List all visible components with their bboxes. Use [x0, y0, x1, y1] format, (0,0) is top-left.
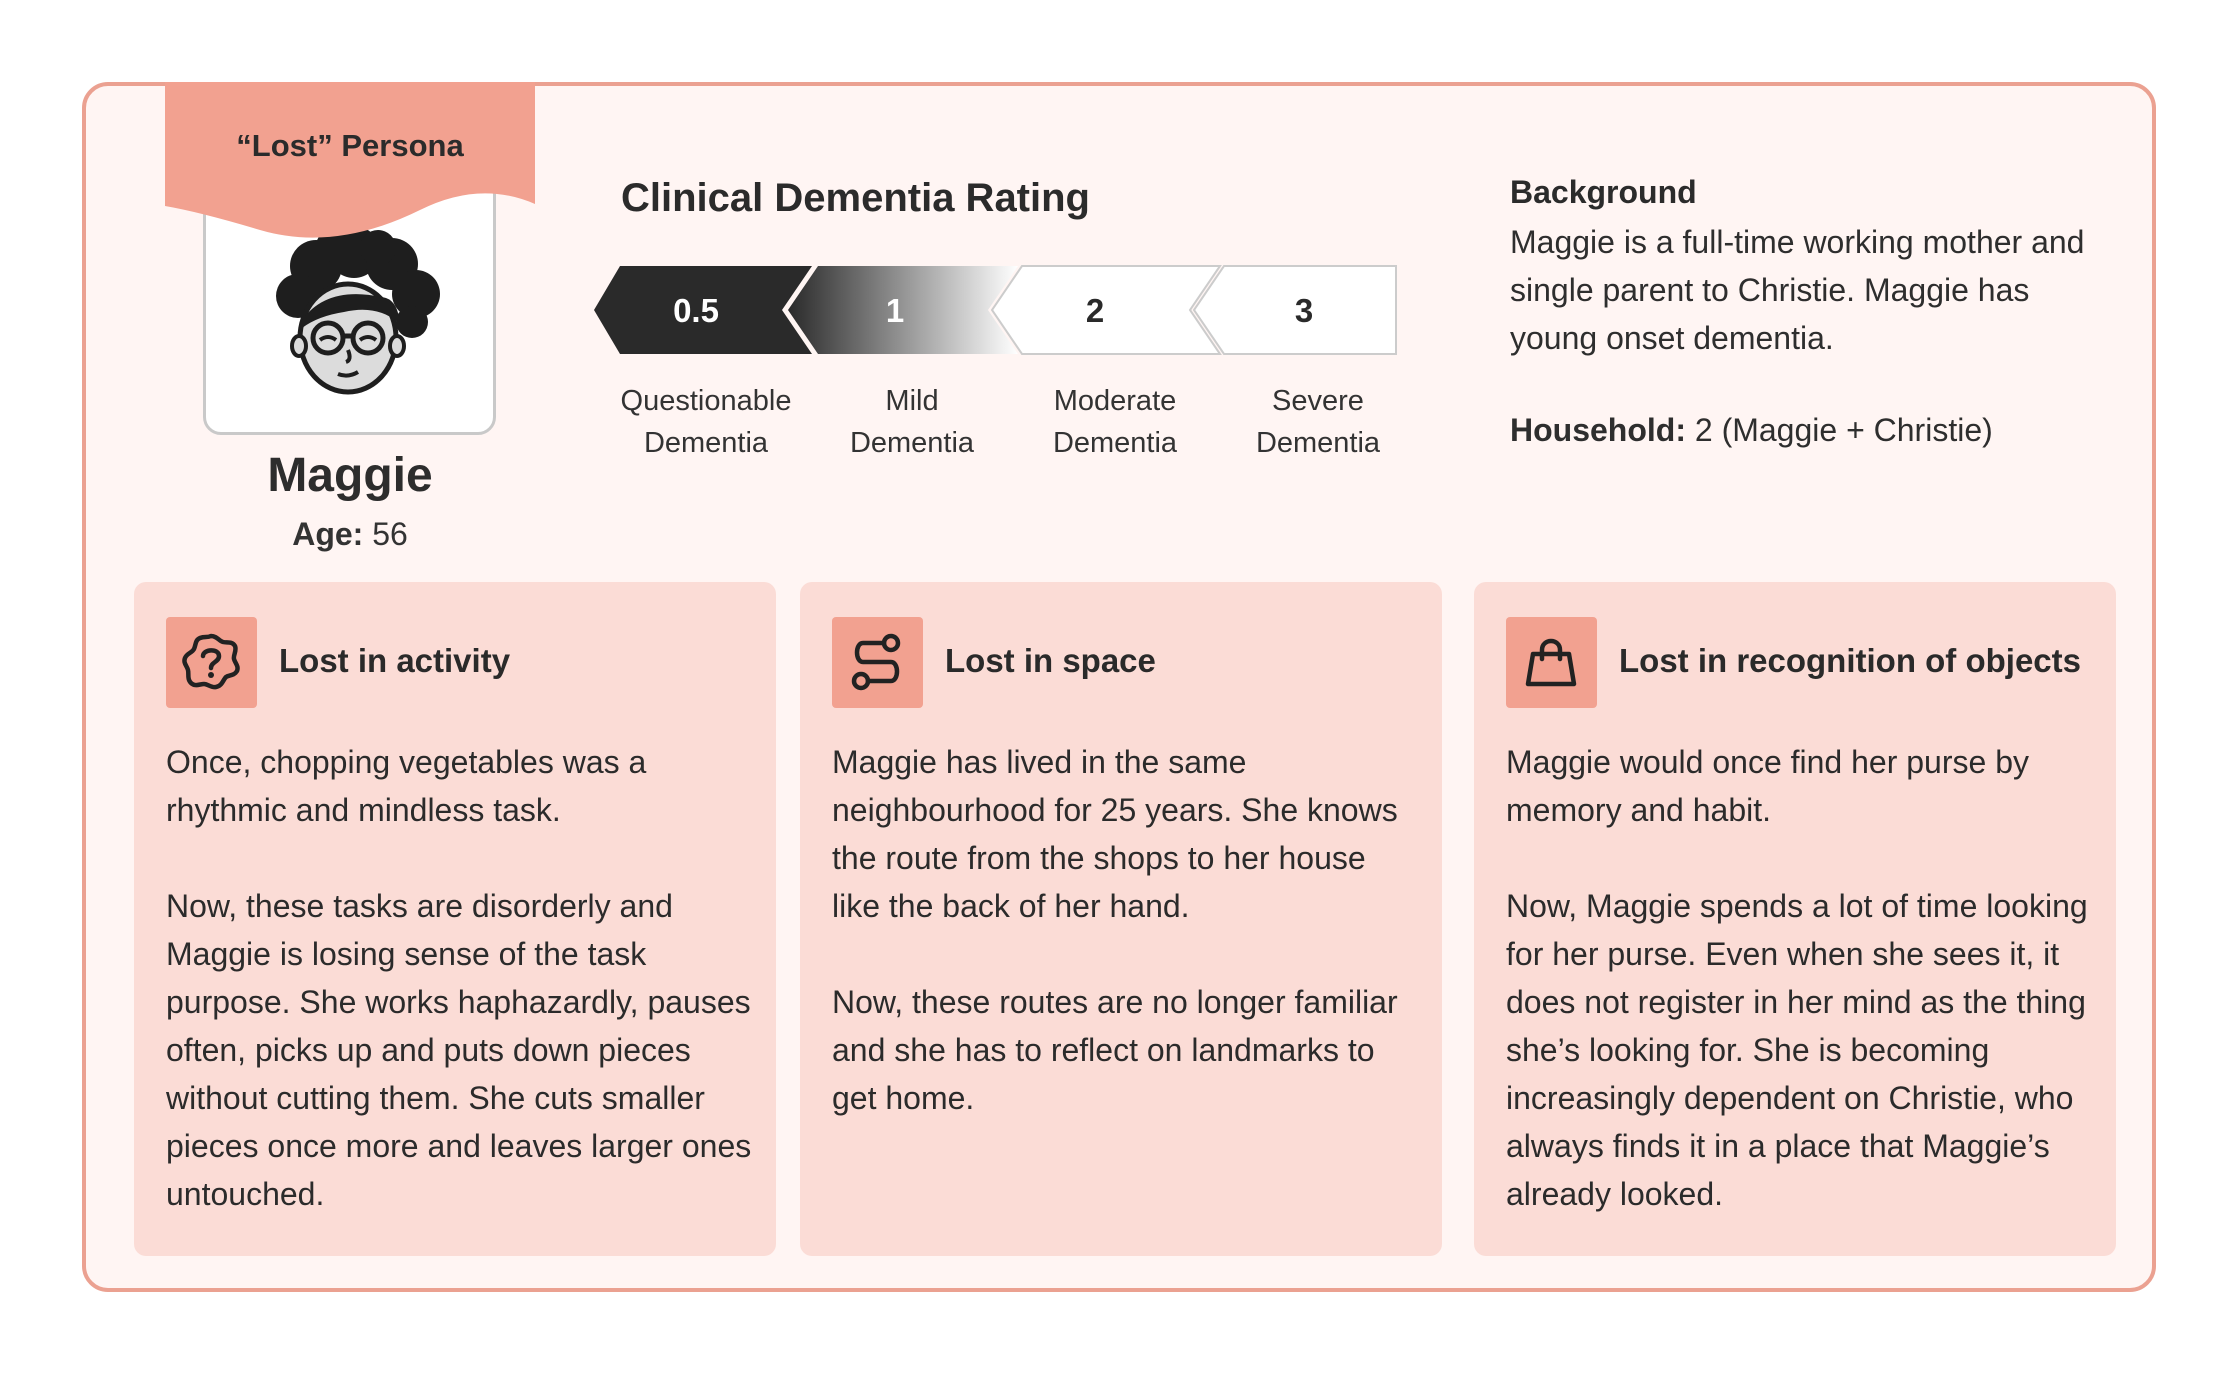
background-heading: Background	[1510, 174, 1697, 210]
panel-icon-box	[166, 617, 257, 708]
panel-body	[1506, 738, 2096, 1266]
panel-paragraph: Now, these tasks are disorderly and Maggie is losing sense of the task purpose. She works haphazardly, pauses often, picks up and puts down pieces without cutting them. She cuts smaller pieces once more and leaves larger ones untouched.	[166, 888, 752, 1212]
cdr-value-1: 1	[885, 292, 905, 329]
cdr-label-line: Dementia	[1255, 427, 1381, 459]
cdr-value-3: 3	[1294, 292, 1314, 329]
panel-lost-in-space	[800, 582, 1442, 1256]
background-text: Maggie is a full-time working mother and single parent to Christie. Maggie has young onset dementia.	[1510, 224, 2085, 356]
panel-paragraph: Now, Maggie spends a lot of time looking for her purse. Even when she sees it, it does not register in her mind as the thing she’s looking for. She is becoming increasingly dependent on Christie, who always finds it in a place that Maggie’s already looked.	[1506, 888, 2088, 1212]
panel-icon-box	[832, 617, 923, 708]
cdr-label-line: Dementia	[1052, 427, 1178, 459]
panel-paragraph: Maggie would once find her purse by memory and habit.	[1506, 744, 2029, 828]
persona-name: Maggie	[267, 449, 433, 502]
household	[1510, 412, 1993, 449]
avatar	[268, 228, 448, 398]
cdr-label-line: Mild	[885, 385, 939, 417]
age-value: 56	[372, 516, 408, 552]
persona-banner-label: “Lost” Persona	[236, 128, 464, 163]
panel-title: Lost in activity	[279, 642, 511, 679]
shopping-bag-icon	[1521, 632, 1581, 692]
panel-paragraph: Once, chopping vegetables was a rhythmic and mindless task.	[166, 744, 647, 828]
age-label: Age:	[292, 516, 364, 552]
panel-paragraph: Maggie has lived in the same neighbourhood for 25 years. She knows the route from the shops to her house like the back of her hand.	[832, 744, 1398, 924]
cdr-label-line: Severe	[1272, 385, 1364, 417]
route-icon	[847, 632, 907, 692]
cdr-title: Clinical Dementia Rating	[621, 176, 1090, 220]
cdr-label-line: Dementia	[849, 427, 975, 459]
household-value: 2 (Maggie + Christie)	[1685, 412, 1993, 448]
cdr-scale	[590, 262, 1400, 362]
question-flower-icon	[181, 632, 241, 692]
cdr-label-mild	[812, 380, 1012, 464]
cdr-label-severe	[1218, 380, 1418, 464]
panel-body	[832, 738, 1422, 1170]
cdr-value-0-5: 0.5	[673, 292, 719, 329]
panel-paragraph: Now, these routes are no longer familiar and she has to reflect on landmarks to get home.	[832, 984, 1398, 1116]
panel-title: Lost in recognition of objects	[1619, 642, 2081, 679]
persona-age	[200, 516, 500, 553]
panel-body	[166, 738, 756, 1266]
cdr-label-line: Moderate	[1053, 385, 1177, 417]
cdr-value-2: 2	[1085, 292, 1105, 329]
household-label: Household:	[1510, 412, 1686, 448]
cdr-label-line: Questionable	[620, 385, 792, 417]
cdr-label-moderate	[1015, 380, 1215, 464]
panel-lost-in-activity	[134, 582, 776, 1256]
panel-lost-in-recognition	[1474, 582, 2116, 1256]
cdr-label-questionable	[606, 380, 806, 464]
panel-icon-box	[1506, 617, 1597, 708]
cdr-label-line: Dementia	[643, 427, 769, 459]
panel-title: Lost in space	[945, 642, 1156, 679]
